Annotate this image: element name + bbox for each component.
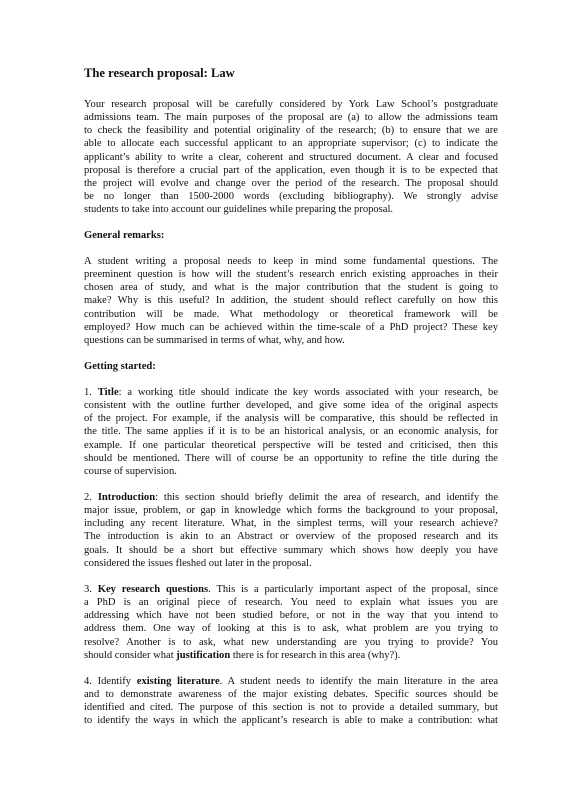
text-line [84,649,498,662]
item-text: . This is a particularly important aspect of the proposal, since [208,584,499,595]
text-line: contribution will be made. What methodology or theoretical framework will be [84,308,498,320]
text-line: the title. The same applies if it is to be an historical analysis, or an economic analysis, for [84,426,498,438]
general-remarks-heading: General remarks: [84,230,165,241]
text-line: course of supervision. [84,465,177,477]
item-term: justification [176,649,231,661]
text-line: resolve? Another is to ask, what new understanding are you trying to provide? You [84,636,498,648]
item-term: existing literature [136,676,220,687]
text-line [84,675,498,688]
item-text: : this section should briefly delimit the area of research, and identify the [155,492,499,503]
text-line [84,583,498,596]
text-line: to check the feasibility and potential originality of the research; (b) to ensure that we are [84,125,498,137]
item-title-paragraph [84,386,498,478]
text-line: employed? How much can be achieved within the time-scale of a PhD project? These key [84,321,498,333]
text-line: chosen area of study, and what is the major contribution that the student is going to [84,282,498,294]
text-line: addressing which have not been studied before, or not in the way that you intend to [84,610,498,622]
text-line: A student writing a proposal needs to keep in mind some fundamental questions. The [84,256,498,267]
item-term: Key research questions [97,584,209,595]
item-text: . A student needs to identify the main literature in the area [219,676,498,687]
item-existing-literature-paragraph [84,675,498,728]
text-line: address them. One way of looking at this is to ask, what problem are you trying to [84,623,498,635]
item-number: 4. Identify [84,676,137,687]
text-line: Your research proposal will be carefully considered by York Law School’s postgraduate [84,99,498,110]
item-number: 1. [84,387,98,398]
intro-paragraph [84,98,498,216]
text-line: admissions team. The main purposes of the proposal are (a) to allow the admissions team [84,112,498,124]
text-line: applicant’s ability to write a clear, coherent and structured document. A clear and focused [84,151,498,163]
text-line: including any recent literature. What, in the simplest terms, will your research achieve? [84,518,498,530]
item-key-questions-paragraph [84,583,498,662]
text-line: a PhD is an original piece of research. You need to explain what issues you are [84,597,498,609]
getting-started-heading: Getting started: [84,361,156,372]
text-line: example. If one particular theoretical perspective will be tested and criticised, then this [84,439,498,451]
text-line: be no longer than 1500-2000 words (excluding bibliography). We strongly advise [84,190,498,202]
item-term: Introduction [97,492,156,503]
text-line: students to take into account our guidelines while preparing the proposal. [84,204,394,216]
text-line [84,491,498,504]
text-line: to identify the ways in which the applicant’s research is able to make a contribution: what [84,715,498,727]
text-line: able to allocate each successful applicant to an appropriate supervisor; (c) to indicate the [84,138,498,150]
general-remarks-paragraph [84,255,498,347]
item-introduction-paragraph [84,491,498,570]
text-line: consistent with the outline further developed, and give some idea of the original aspects [84,400,498,412]
text-line: The introduction is akin to an Abstract or overview of the proposed research and its [84,531,498,543]
text-line [84,386,498,399]
item-number: 2. [84,492,98,503]
text-line: identified and cited. The purpose of this section is not to provide a detailed summary, but [84,702,498,714]
item-term: Title [97,387,119,398]
text-line: proposal is therefore a crucial part of the application, even though it is to be expected that [84,164,498,176]
text-line: preeminent question is how will the student’s research enrich existing approaches in their [84,269,498,281]
text-line: make? Why is this useful? In addition, the student should reflect carefully on how this [84,295,498,307]
text-line: of the project. For example, if the analysis will be comparative, this should be reflected in [84,413,498,425]
text-line: should be mentioned. There will of course be an opportunity to refine the title during the [84,452,498,464]
item-text: should consider what [84,649,177,661]
item-text: there is for research in this area (why?). [230,649,401,661]
text-line: and to demonstrate awareness of the major existing debates. Specific sources should be [84,689,498,701]
text-line: goals. It should be a short but effective summary which shows how deeply you have [84,544,498,556]
text-line: major issue, problem, or gap in knowledge which forms the background to your proposal, [84,505,498,517]
document-title: The research proposal: Law [84,66,235,80]
item-text: : a working title should indicate the key words associated with your research, be [118,387,498,398]
text-line: considered the issues fleshed out later in the proposal. [84,557,312,569]
item-number: 3. [84,584,98,595]
text-line: the project will evolve and change over the period of the research. The proposal should [84,177,498,189]
text-line: questions can be summarised in terms of what, why, and how. [84,334,345,346]
